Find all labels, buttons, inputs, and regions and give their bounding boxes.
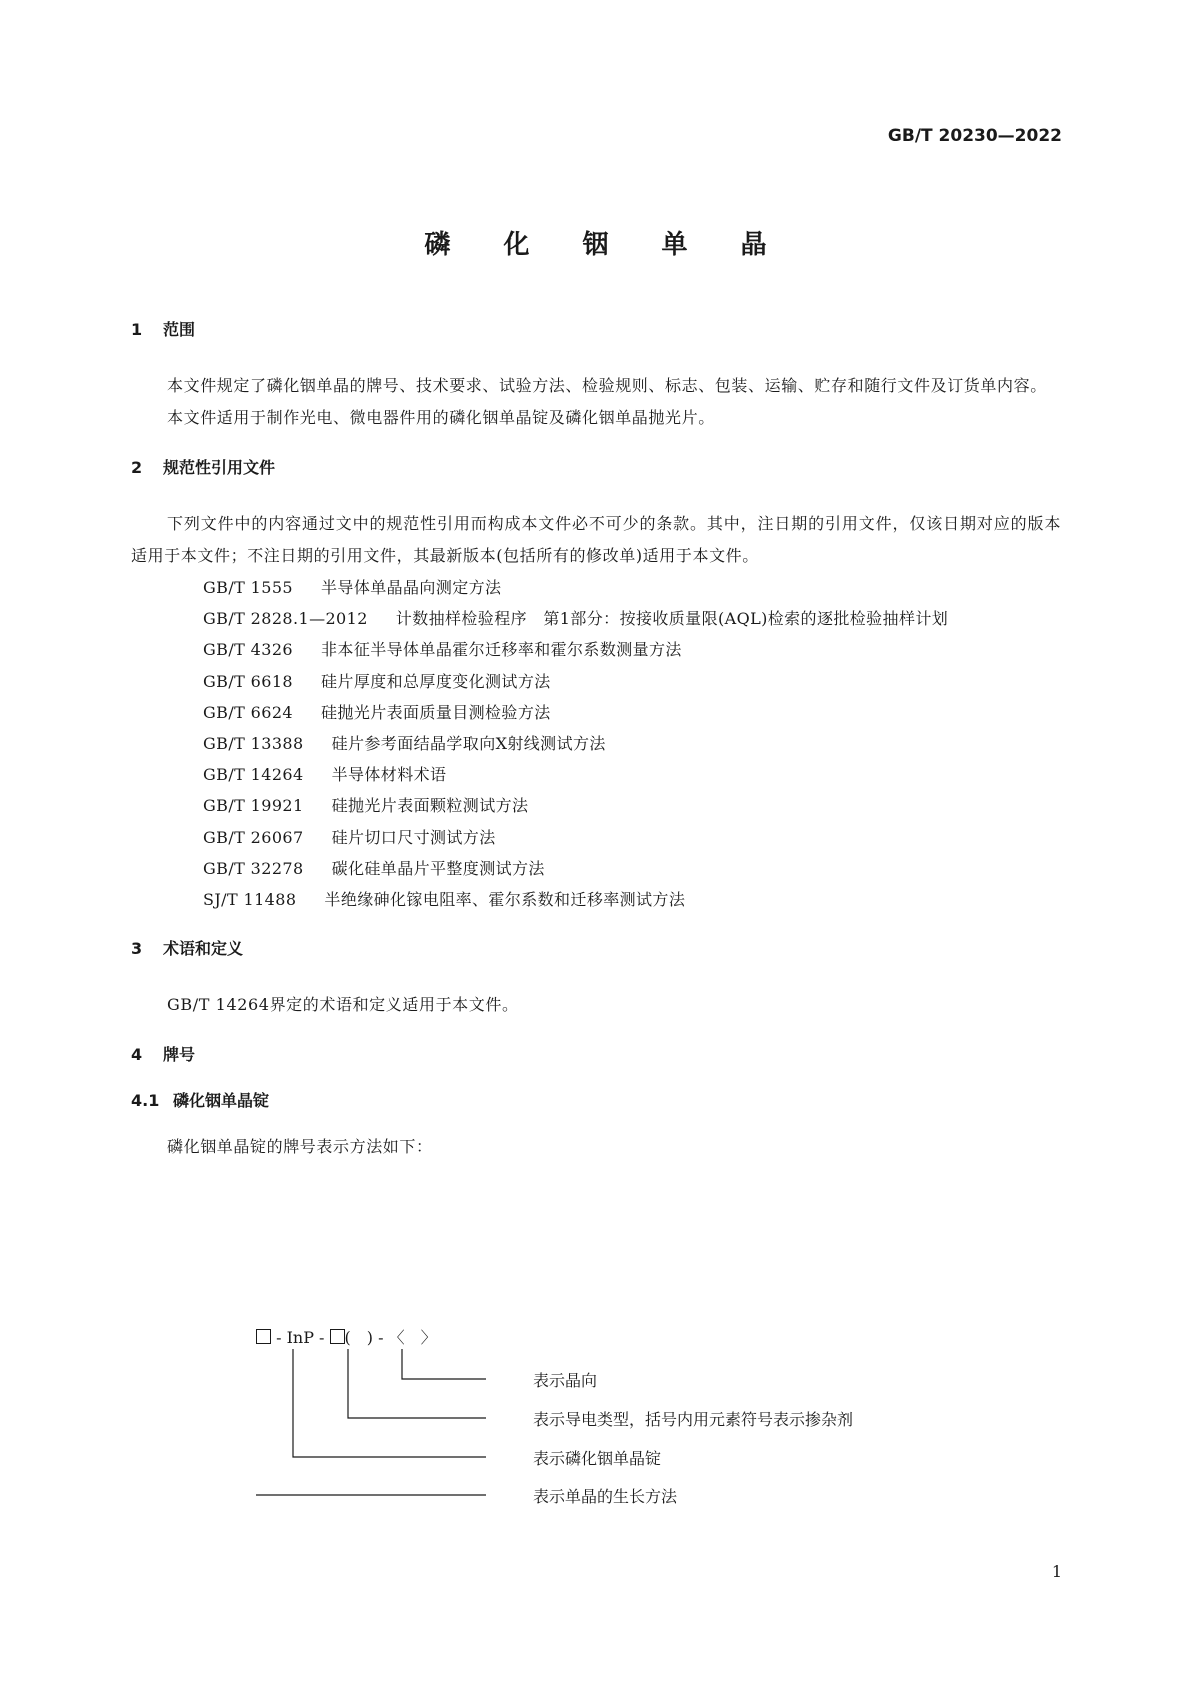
leader-line-conductivity [348, 1349, 486, 1418]
section-number: 1 [131, 320, 143, 339]
reference-item: GB/T 6624 硅抛光片表面质量目测检验方法 [203, 702, 551, 722]
leader-line-material [293, 1349, 486, 1457]
reference-item: GB/T 4326 非本征半导体单晶霍尔迁移率和霍尔系数测量方法 [203, 640, 682, 660]
orientation-brackets: 〈 〉 [388, 1328, 437, 1347]
document-title: 磷 化 铟 单 晶 [424, 230, 789, 260]
reference-item: GB/T 6618 硅片厚度和总厚度变化测试方法 [203, 671, 551, 691]
section-4-heading [131, 1043, 1061, 1067]
section-title: 范围 [163, 320, 196, 339]
designation-diagram [256, 1325, 976, 1525]
subsection-number: 4.1 [131, 1091, 160, 1111]
leader-line-growth-method [256, 1349, 486, 1495]
reference-item: GB/T 1555 半导体单晶晶向测定方法 [203, 578, 502, 597]
label-growth-method: 表示单晶的生长方法 [533, 1487, 678, 1506]
standard-number: GB/T 20230—2022 [887, 126, 1062, 146]
section-title: 规范性引用文件 [163, 458, 276, 477]
subsection-4-1-heading [131, 1089, 1061, 1113]
section-number: 3 [131, 939, 143, 959]
reference-item: GB/T 32278 碳化硅单晶片平整度测试方法 [203, 858, 545, 878]
section-1-heading [131, 318, 1061, 342]
label-conductivity-type: 表示导电类型，括号内用元素符号表示掺杂剂 [533, 1410, 854, 1429]
section-title: 牌号 [163, 1045, 196, 1065]
reference-item: GB/T 14264 半导体材料术语 [203, 765, 447, 785]
section-number: 2 [131, 458, 143, 477]
paragraph: 本文件规定了磷化铟单晶的牌号、技术要求、试验方法、检验规则、标志、包装、运输、贮存和随行文件及订货单内容。 [167, 376, 1047, 395]
reference-item: GB/T 2828.1—2012 计数抽样检验程序 第1部分：按接收质量限(AQL)检索的逐批检验抽样计划 [203, 609, 949, 629]
reference-list [131, 572, 1061, 915]
leader-lines [256, 1325, 556, 1525]
paragraph: 本文件适用于制作光电、微电器件用的磷化铟单晶锭及磷化铟单晶抛光片。 [167, 408, 715, 427]
label-material: 表示磷化铟单晶锭 [533, 1449, 662, 1468]
section-title: 术语和定义 [163, 939, 244, 959]
page-number: 1 [1051, 1562, 1062, 1581]
section-3-heading [131, 937, 1061, 961]
label-orientation: 表示晶向 [533, 1371, 598, 1390]
document-body [131, 318, 1061, 1163]
designation-formula: - InP - ( ) - 〈 〉 [256, 1325, 437, 1348]
section-number: 4 [131, 1045, 143, 1065]
paragraph: 磷化铟单晶锭的牌号表示方法如下： [167, 1137, 433, 1157]
reference-item: GB/T 26067 硅片切口尺寸测试方法 [203, 827, 496, 847]
reference-item: GB/T 13388 硅片参考面结晶学取向X射线测试方法 [203, 734, 606, 754]
reference-item: SJ/T 11488 半绝缘砷化镓电阻率、霍尔系数和迁移率测试方法 [203, 890, 686, 910]
section-2-heading [131, 456, 1061, 480]
leader-line-orientation [402, 1349, 486, 1379]
paragraph: GB/T 14264界定的术语和定义适用于本文件。 [167, 995, 519, 1015]
reference-item: GB/T 19921 硅抛光片表面颗粒测试方法 [203, 796, 529, 816]
subsection-title: 磷化铟单晶锭 [173, 1091, 270, 1111]
material-code: InP [286, 1328, 314, 1347]
paragraph: 下列文件中的内容通过文中的规范性引用而构成本文件必不可少的条款。其中，注日期的引用文件，仅该日期对应的版本适用于本文件；不注日期的引用文件，其最新版本(包括所有的修改单)适用于本文件。 [131, 514, 1061, 565]
dopant-parentheses: ( ) [344, 1328, 374, 1347]
